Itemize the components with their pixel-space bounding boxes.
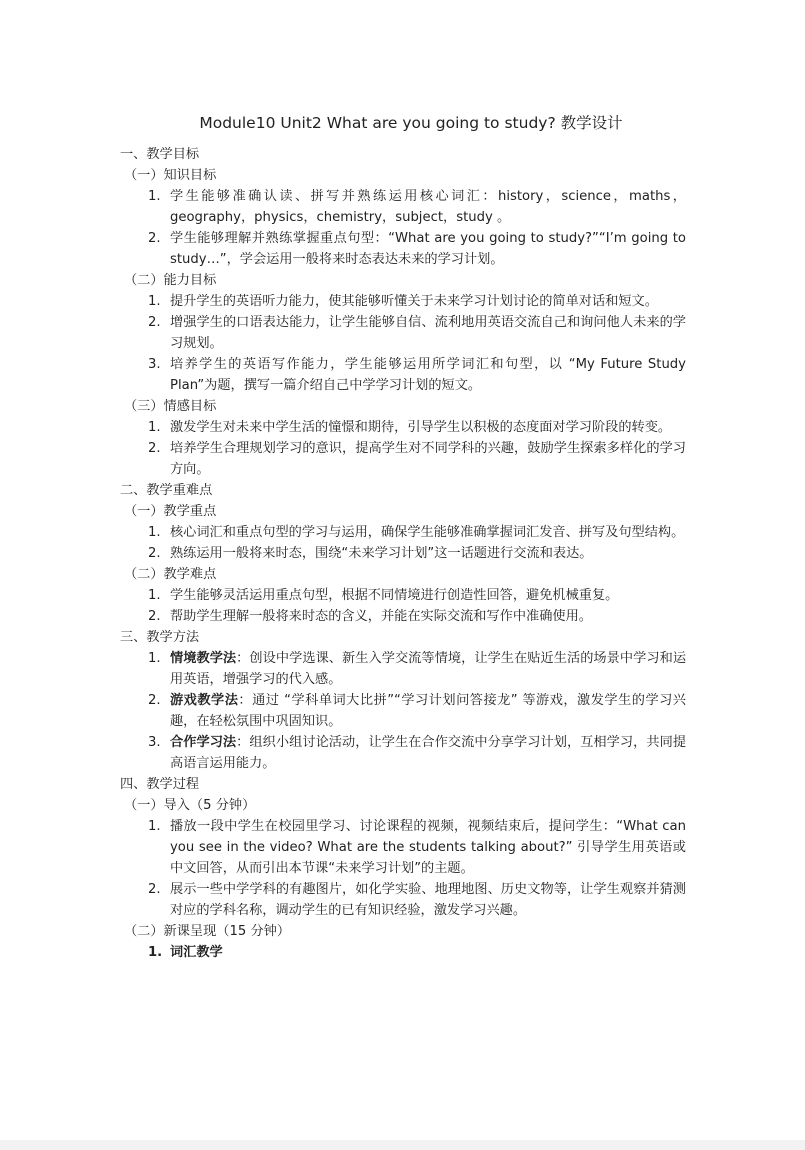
list-text: 增强学生的口语表达能力，让学生能够自信、流利地用英语交流自己和询问他人未来的学习规划。 [170,315,686,351]
section-heading: 一、教学目标 [120,147,200,162]
list-item [120,732,686,774]
list-item [120,585,686,606]
list-item [120,354,686,396]
list-text: 展示一些中学学科的有趣图片，如化学实验、地理地图、历史文物等，让学生观察并猜测对应的学科名称，调动学生的已有知识经验，激发学习兴趣。 [170,882,686,918]
list-item [120,228,686,270]
list-text: 培养学生合理规划学习的意识，提高学生对不同学科的兴趣，鼓励学生探索多样化的学习方向。 [170,441,686,477]
list-item [120,438,686,480]
list-text: 帮助学生理解一般将来时态的含义，并能在实际交流和写作中准确使用。 [170,609,592,624]
list-text: 提升学生的英语听力能力，使其能够听懂关于未来学习计划讨论的简单对话和短文。 [170,294,658,309]
list-number: 1. [148,294,161,309]
list-number: 1. [148,588,161,603]
list-text: 学生能够理解并熟练掌握重点句型：“What are you going to study?”“I’m going to study…”，学会运用一般将来时态表达未来的学习计划。 [170,231,686,267]
list-number: 2. [148,231,161,246]
list-item [120,291,686,312]
list-text: 培养学生的英语写作能力，学生能够运用所学词汇和句型，以 “My Future Study Plan”为题，撰写一篇介绍自己中学学习计划的短文。 [170,357,686,393]
list-text [170,690,686,732]
list-number: 2. [148,441,161,456]
list-item [120,942,686,963]
method-label: 情境教学法 [170,651,237,666]
list-number: 2. [148,882,161,897]
list-text: 学生能够灵活运用重点句型，根据不同情境进行创造性回答，避免机械重复。 [170,588,619,603]
list-item [120,417,686,438]
list-number: 1. [148,189,161,204]
list-number: 1. [148,945,163,960]
subsection-heading: （二）教学难点 [124,567,217,582]
list-text: 播放一段中学生在校园里学习、讨论课程的视频，视频结束后，提问学生：“What can you see in the video? What are the students talking about?” 引导学生用英语或中文回答，从而引出本节课“未来学习计划”的主题。 [170,819,686,876]
document-body [120,112,686,963]
list-number: 3. [148,735,161,750]
method-label: 合作学习法 [170,735,237,750]
list-text [170,648,686,690]
subsection-heading: （三）情感目标 [124,399,217,414]
section-heading: 二、教学重难点 [120,483,213,498]
list-text: 核心词汇和重点句型的学习与运用，确保学生能够准确掌握词汇发音、拼写及句型结构。 [170,525,685,540]
list-number: 3. [148,357,161,372]
method-label: 游戏教学法 [170,693,239,708]
list-item [120,522,686,543]
subsection-heading: （一）知识目标 [124,168,217,183]
document-title: Module10 Unit2 What are you going to study? 教学设计 [199,114,623,132]
list-item [120,606,686,627]
list-item [120,816,686,879]
list-text: 学生能够准确认读、拼写并熟练运用核心词汇：history，science，maths，geography，physics，chemistry，subject，study 。 [170,189,686,225]
list-number: 2. [148,315,161,330]
list-item [120,648,686,690]
list-number: 1. [148,420,161,435]
list-text: 激发学生对未来中学生活的憧憬和期待，引导学生以积极的态度面对学习阶段的转变。 [170,420,672,435]
section-heading: 三、教学方法 [120,630,200,645]
subsection-heading: （二）能力目标 [124,273,217,288]
list-number: 1. [148,819,161,834]
subsection-heading: （一）教学重点 [124,504,217,519]
method-description: ：通过 “学科单词大比拼”“学习计划问答接龙” 等游戏，激发学生的学习兴趣，在轻松氛围中巩固知识。 [170,693,686,729]
list-text [170,732,686,774]
list-number: 2. [148,609,161,624]
subsection-heading: （一）导入（5 分钟） [124,798,256,813]
list-item [120,186,686,228]
method-description: ：创设中学选课、新生入学交流等情境，让学生在贴近生活的场景中学习和运用英语，增强学习的代入感。 [170,651,687,687]
list-item [120,312,686,354]
list-item [120,879,686,921]
list-number: 1. [148,651,161,666]
subsection-heading: （二）新课呈现（15 分钟） [124,924,291,939]
list-text: 词汇教学 [170,945,223,960]
list-item [120,690,686,732]
list-number: 2. [148,693,161,708]
list-number: 1. [148,525,161,540]
list-item [120,543,686,564]
method-description: ：组织小组讨论活动，让学生在合作交流中分享学习计划，互相学习，共同提高语言运用能力。 [170,735,687,771]
list-text: 熟练运用一般将来时态，围绕“未来学习计划”这一话题进行交流和表达。 [170,546,593,561]
list-number: 2. [148,546,161,561]
section-heading: 四、教学过程 [120,777,200,792]
